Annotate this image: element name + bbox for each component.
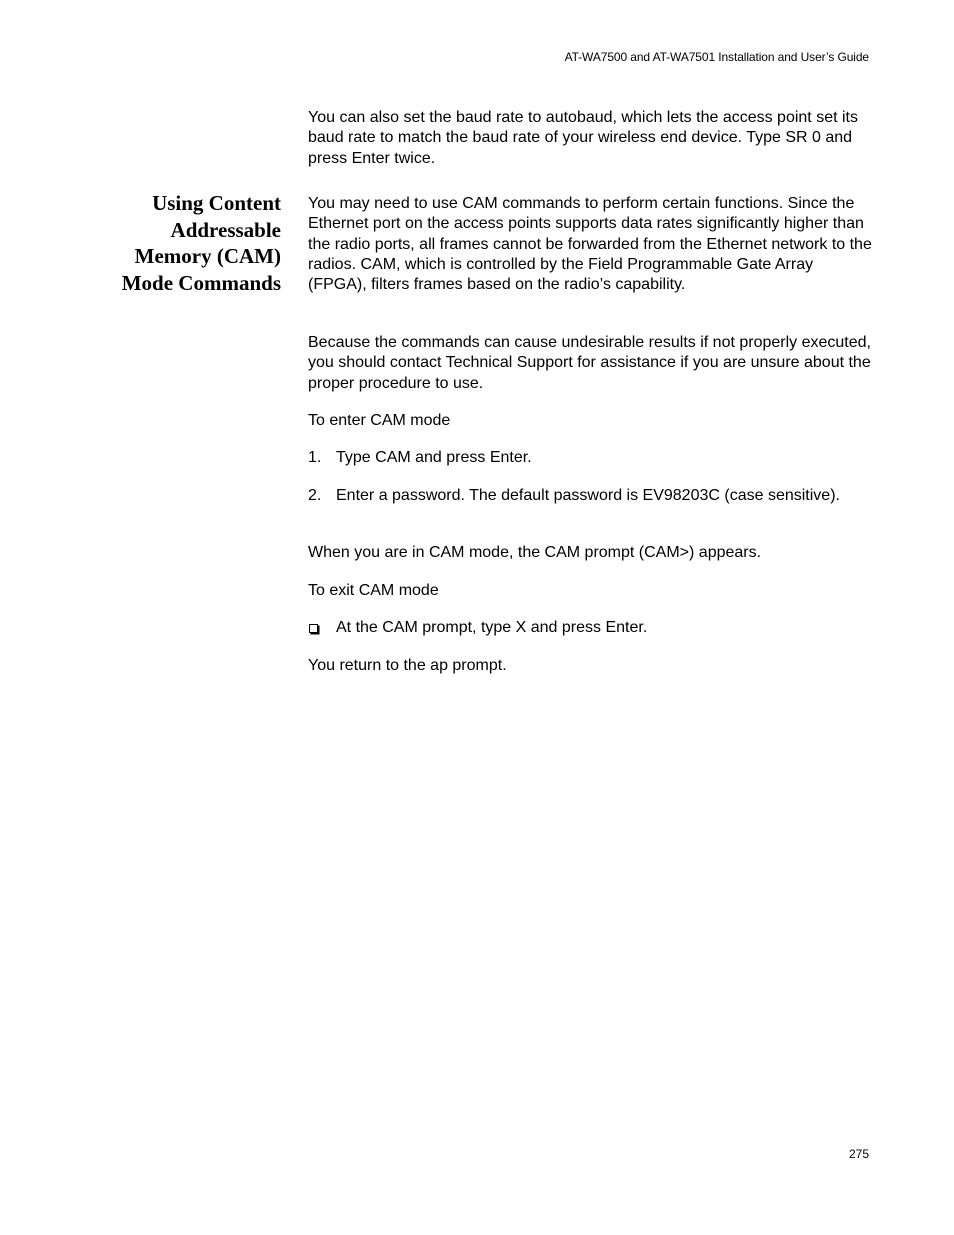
body-paragraph: When you are in CAM mode, the CAM prompt (CAM>) appears. [308, 544, 762, 561]
body-paragraph: Because the commands can cause undesirable results if not properly executed, you should contact Technical Support for assistance if you are unsure about the proper procedure to use. [308, 334, 871, 392]
numbered-step [308, 486, 873, 506]
section-heading-line: Memory (CAM) [134, 244, 281, 268]
intro-paragraph: You can also set the baud rate to autobaud, which lets the access point set its baud rate to match the baud rate of your wireless end device. Type SR 0 and press Enter twice. [308, 109, 858, 167]
section-heading-line: Mode Commands [121, 270, 281, 295]
section-heading [60, 190, 281, 296]
step-number: 2. [308, 487, 322, 504]
page-number: 275 [848, 1147, 869, 1161]
checkbox-bullet-icon [308, 618, 336, 638]
step-text: Enter a password. The default password is EV98203C (case sensitive). [336, 487, 840, 504]
procedure-label: To enter CAM mode [308, 412, 451, 429]
body-paragraph: You may need to use CAM commands to perform certain functions. Since the Ethernet port on the access points supports data rates significantly higher than the radio ports, all frames cannot be forwarded from the Ethernet network to the radios. CAM, which is controlled by the Field Programmable Gate Array (FPGA), filters frames based on the radio’s capability. [308, 195, 872, 294]
running-header: AT-WA7500 and AT-WA7501 Installation and User’s Guide [564, 50, 869, 64]
step-number: 1. [308, 449, 322, 466]
section-heading-line: Addressable [170, 217, 281, 242]
step-text: At the CAM prompt, type X and press Enter. [336, 619, 648, 636]
numbered-step [308, 448, 873, 468]
checkbox-step [308, 618, 873, 638]
step-text: Type CAM and press Enter. [336, 449, 532, 466]
section-heading-line: Using Content [152, 191, 281, 215]
procedure-label: To exit CAM mode [308, 582, 439, 599]
body-paragraph: You return to the ap prompt. [308, 657, 507, 674]
